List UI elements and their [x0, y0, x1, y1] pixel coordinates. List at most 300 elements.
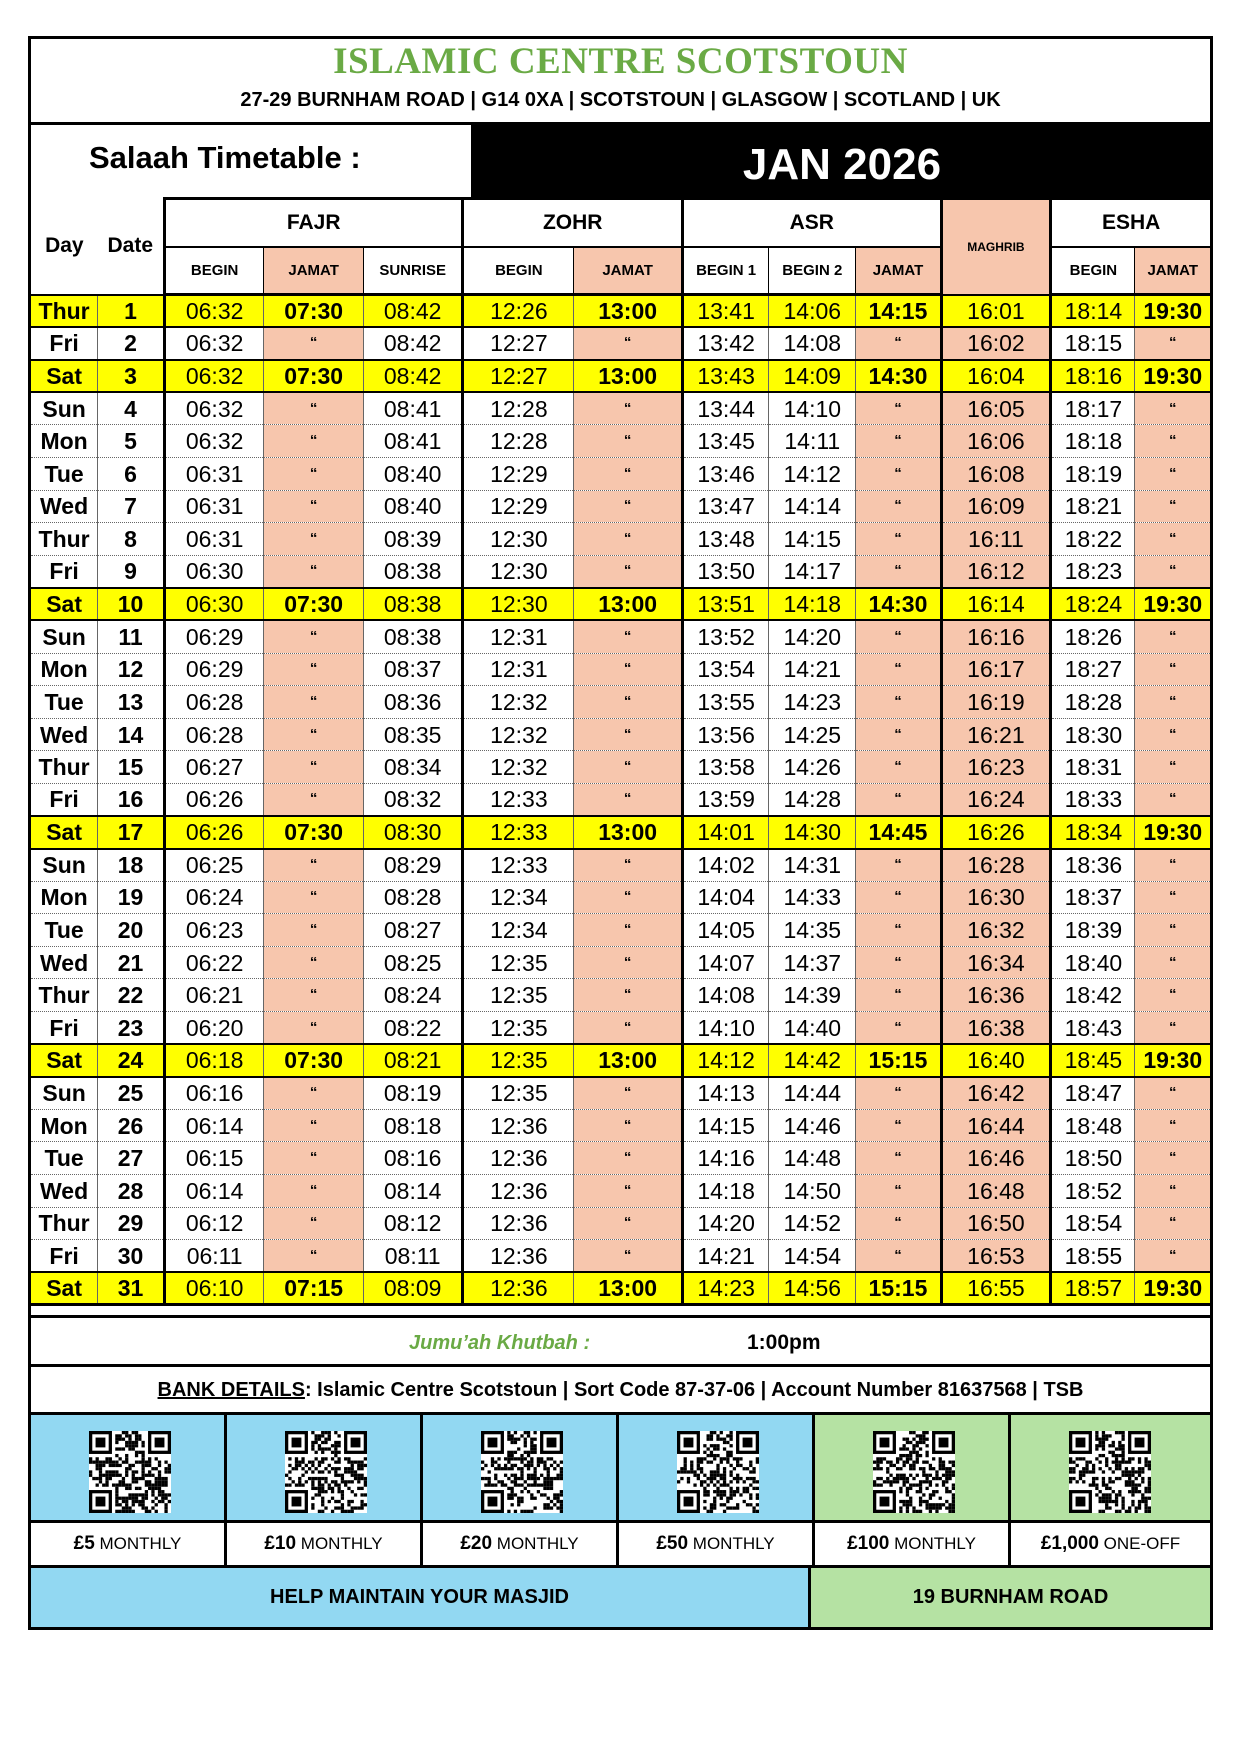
day-cell: Sat: [31, 360, 98, 393]
table-row: [31, 849, 1210, 882]
table-row: [31, 1109, 1210, 1142]
maghrib-cell: 16:34: [941, 946, 1051, 979]
zohr-begin-cell: 12:35: [463, 1044, 574, 1077]
table-row: [31, 914, 1210, 947]
asr-jamat-cell: 14:45: [856, 816, 941, 849]
day-cell: Sun: [31, 1077, 98, 1110]
maghrib-cell: 16:08: [941, 457, 1051, 490]
asr-begin2-cell: 14:23: [769, 686, 856, 719]
asr-jamat-cell: “: [856, 783, 941, 816]
fajr-begin-cell: 06:32: [164, 425, 264, 458]
table-row: [31, 686, 1210, 719]
maghrib-cell: 16:50: [941, 1207, 1051, 1240]
fajr-begin-cell: 06:15: [164, 1142, 264, 1175]
asr-begin2-cell: 14:56: [769, 1272, 856, 1305]
date-cell: 11: [98, 620, 165, 653]
asr-begin2-cell: 14:10: [769, 392, 856, 425]
sunrise-cell: 08:22: [363, 1012, 463, 1045]
date-cell: 22: [98, 979, 165, 1012]
fajr-jamat-cell: “: [264, 523, 364, 556]
esha-begin-cell: 18:45: [1051, 1044, 1135, 1077]
day-cell: Fri: [31, 327, 98, 360]
table-row: [31, 1207, 1210, 1240]
asr-jamat-cell: “: [856, 1240, 941, 1273]
qr-code-icon[interactable]: [873, 1431, 955, 1513]
zohr-jamat-cell: “: [574, 686, 683, 719]
zohr-begin-cell: 12:35: [463, 946, 574, 979]
asr-begin2-cell: 14:52: [769, 1207, 856, 1240]
day-cell: Thur: [31, 523, 98, 556]
zohr-begin-cell: 12:36: [463, 1109, 574, 1142]
day-cell: Mon: [31, 1109, 98, 1142]
table-row: [31, 360, 1210, 393]
date-cell: 18: [98, 849, 165, 882]
zohr-jamat-cell: 13:00: [574, 1272, 683, 1305]
sub-esha-jamat: JAMAT: [1135, 247, 1210, 295]
zohr-jamat-cell: 13:00: [574, 295, 683, 328]
col-fajr: FAJR: [164, 199, 463, 247]
maghrib-cell: 16:17: [941, 653, 1051, 686]
zohr-jamat-cell: “: [574, 783, 683, 816]
sunrise-cell: 08:16: [363, 1142, 463, 1175]
fajr-begin-cell: 06:32: [164, 327, 264, 360]
qr-code-icon[interactable]: [1069, 1431, 1151, 1513]
asr-begin2-cell: 14:42: [769, 1044, 856, 1077]
donation-option: [619, 1415, 815, 1565]
date-cell: 30: [98, 1240, 165, 1273]
day-cell: Wed: [31, 946, 98, 979]
timetable-sheet: [28, 36, 1213, 1630]
asr-jamat-cell: “: [856, 425, 941, 458]
asr-begin1-cell: 13:43: [683, 360, 769, 393]
date-cell: 8: [98, 523, 165, 556]
fajr-begin-cell: 06:20: [164, 1012, 264, 1045]
date-cell: 31: [98, 1272, 165, 1305]
zohr-begin-cell: 12:31: [463, 620, 574, 653]
asr-jamat-cell: “: [856, 1175, 941, 1208]
esha-jamat-cell: “: [1135, 718, 1210, 751]
table-row: [31, 653, 1210, 686]
fajr-begin-cell: 06:27: [164, 751, 264, 784]
zohr-jamat-cell: “: [574, 946, 683, 979]
zohr-jamat-cell: “: [574, 1109, 683, 1142]
asr-begin2-cell: 14:17: [769, 555, 856, 588]
day-cell: Fri: [31, 1240, 98, 1273]
maghrib-cell: 16:05: [941, 392, 1051, 425]
donation-option: [31, 1415, 227, 1565]
zohr-begin-cell: 12:32: [463, 751, 574, 784]
fajr-begin-cell: 06:31: [164, 457, 264, 490]
day-cell: Thur: [31, 295, 98, 328]
esha-jamat-cell: “: [1135, 1240, 1210, 1273]
date-cell: 10: [98, 588, 165, 621]
asr-jamat-cell: “: [856, 620, 941, 653]
table-row: [31, 1142, 1210, 1175]
qr-code-icon[interactable]: [677, 1431, 759, 1513]
fajr-jamat-cell: “: [264, 392, 364, 425]
zohr-jamat-cell: “: [574, 881, 683, 914]
asr-jamat-cell: “: [856, 1077, 941, 1110]
sub-esha-begin: BEGIN: [1051, 247, 1135, 295]
zohr-begin-cell: 12:29: [463, 457, 574, 490]
table-row: [31, 1077, 1210, 1110]
qr-panel: [31, 1415, 224, 1523]
asr-jamat-cell: “: [856, 653, 941, 686]
asr-begin2-cell: 14:40: [769, 1012, 856, 1045]
zohr-begin-cell: 12:33: [463, 849, 574, 882]
sub-zohr-begin: BEGIN: [463, 247, 574, 295]
fajr-jamat-cell: “: [264, 653, 364, 686]
esha-begin-cell: 18:33: [1051, 783, 1135, 816]
maghrib-cell: 16:28: [941, 849, 1051, 882]
asr-begin1-cell: 14:15: [683, 1109, 769, 1142]
fajr-begin-cell: 06:21: [164, 979, 264, 1012]
col-asr: ASR: [683, 199, 942, 247]
col-zohr: ZOHR: [463, 199, 683, 247]
zohr-begin-cell: 12:30: [463, 523, 574, 556]
donation-period: MONTHLY: [492, 1534, 579, 1553]
day-cell: Mon: [31, 653, 98, 686]
zohr-jamat-cell: “: [574, 490, 683, 523]
table-row: [31, 1272, 1210, 1305]
day-cell: Sun: [31, 620, 98, 653]
fajr-begin-cell: 06:31: [164, 523, 264, 556]
fajr-jamat-cell: 07:30: [264, 1044, 364, 1077]
centre-address: 27-29 BURNHAM ROAD | G14 0XA | SCOTSTOUN | GLASGOW | SCOTLAND | UK: [240, 89, 1001, 111]
zohr-begin-cell: 12:28: [463, 392, 574, 425]
fajr-jamat-cell: “: [264, 490, 364, 523]
esha-begin-cell: 18:48: [1051, 1109, 1135, 1142]
asr-begin2-cell: 14:48: [769, 1142, 856, 1175]
zohr-jamat-cell: “: [574, 1240, 683, 1273]
sub-fajr-begin: BEGIN: [164, 247, 264, 295]
table-row: [31, 588, 1210, 621]
asr-begin2-cell: 14:18: [769, 588, 856, 621]
sunrise-cell: 08:27: [363, 914, 463, 947]
col-date: Date: [107, 234, 154, 257]
esha-jamat-cell: “: [1135, 392, 1210, 425]
bank-details-text: : Islamic Centre Scotstoun | Sort Code 87-37-06 | Account Number 81637568 | TSB: [304, 1379, 1084, 1401]
fajr-begin-cell: 06:30: [164, 555, 264, 588]
sunrise-cell: 08:34: [363, 751, 463, 784]
month-banner: JAN 2026: [471, 125, 1210, 197]
zohr-jamat-cell: “: [574, 1175, 683, 1208]
date-cell: 16: [98, 783, 165, 816]
zohr-begin-cell: 12:34: [463, 914, 574, 947]
maghrib-cell: 16:14: [941, 588, 1051, 621]
zohr-jamat-cell: “: [574, 457, 683, 490]
qr-code-icon[interactable]: [89, 1431, 171, 1513]
asr-begin1-cell: 14:04: [683, 881, 769, 914]
asr-begin1-cell: 14:13: [683, 1077, 769, 1110]
table-row: [31, 490, 1210, 523]
sunrise-cell: 08:24: [363, 979, 463, 1012]
asr-jamat-cell: “: [856, 1207, 941, 1240]
zohr-jamat-cell: “: [574, 555, 683, 588]
header-row-groups: [31, 199, 1210, 247]
table-row: [31, 1044, 1210, 1077]
asr-begin1-cell: 13:46: [683, 457, 769, 490]
day-cell: Mon: [31, 425, 98, 458]
asr-begin1-cell: 14:05: [683, 914, 769, 947]
sunrise-cell: 08:25: [363, 946, 463, 979]
sunrise-cell: 08:09: [363, 1272, 463, 1305]
donation-period: ONE-OFF: [1098, 1534, 1181, 1553]
zohr-jamat-cell: “: [574, 1142, 683, 1175]
donation-option: [815, 1415, 1011, 1565]
footer-maintain-masjid: HELP MAINTAIN YOUR MASJID: [31, 1568, 811, 1627]
asr-jamat-cell: “: [856, 457, 941, 490]
sunrise-cell: 08:40: [363, 490, 463, 523]
sunrise-cell: 08:39: [363, 523, 463, 556]
esha-jamat-cell: “: [1135, 1109, 1210, 1142]
donation-period: MONTHLY: [296, 1534, 383, 1553]
asr-begin2-cell: 14:08: [769, 327, 856, 360]
esha-jamat-cell: “: [1135, 751, 1210, 784]
date-cell: 25: [98, 1077, 165, 1110]
date-cell: 2: [98, 327, 165, 360]
esha-begin-cell: 18:24: [1051, 588, 1135, 621]
esha-jamat-cell: “: [1135, 914, 1210, 947]
day-cell: Sat: [31, 1272, 98, 1305]
asr-begin1-cell: 13:58: [683, 751, 769, 784]
zohr-begin-cell: 12:33: [463, 816, 574, 849]
asr-begin1-cell: 13:59: [683, 783, 769, 816]
zohr-begin-cell: 12:27: [463, 327, 574, 360]
sunrise-cell: 08:38: [363, 555, 463, 588]
day-cell: Tue: [31, 686, 98, 719]
sunrise-cell: 08:38: [363, 588, 463, 621]
sunrise-cell: 08:42: [363, 360, 463, 393]
asr-jamat-cell: 15:15: [856, 1044, 941, 1077]
asr-begin2-cell: 14:28: [769, 783, 856, 816]
fajr-begin-cell: 06:12: [164, 1207, 264, 1240]
day-cell: Sat: [31, 588, 98, 621]
esha-begin-cell: 18:36: [1051, 849, 1135, 882]
asr-jamat-cell: “: [856, 1142, 941, 1175]
asr-begin2-cell: 14:30: [769, 816, 856, 849]
qr-code-icon[interactable]: [481, 1431, 563, 1513]
sunrise-cell: 08:36: [363, 686, 463, 719]
esha-jamat-cell: “: [1135, 490, 1210, 523]
asr-begin2-cell: 14:12: [769, 457, 856, 490]
esha-begin-cell: 18:28: [1051, 686, 1135, 719]
sunrise-cell: 08:42: [363, 327, 463, 360]
sunrise-cell: 08:32: [363, 783, 463, 816]
esha-jamat-cell: “: [1135, 523, 1210, 556]
day-cell: Mon: [31, 881, 98, 914]
zohr-jamat-cell: “: [574, 425, 683, 458]
fajr-jamat-cell: 07:30: [264, 588, 364, 621]
fajr-jamat-cell: “: [264, 620, 364, 653]
fajr-begin-cell: 06:30: [164, 588, 264, 621]
maghrib-cell: 16:46: [941, 1142, 1051, 1175]
fajr-jamat-cell: “: [264, 1142, 364, 1175]
asr-begin1-cell: 13:51: [683, 588, 769, 621]
day-cell: Tue: [31, 914, 98, 947]
maghrib-cell: 16:55: [941, 1272, 1051, 1305]
esha-jamat-cell: 19:30: [1135, 588, 1210, 621]
maghrib-cell: 16:32: [941, 914, 1051, 947]
fajr-begin-cell: 06:29: [164, 620, 264, 653]
day-cell: Sun: [31, 849, 98, 882]
timetable-label: Salaah Timetable :: [89, 140, 361, 175]
day-cell: Tue: [31, 457, 98, 490]
maghrib-cell: 16:21: [941, 718, 1051, 751]
sunrise-cell: 08:19: [363, 1077, 463, 1110]
esha-begin-cell: 18:42: [1051, 979, 1135, 1012]
asr-jamat-cell: “: [856, 392, 941, 425]
footer-address: 19 BURNHAM ROAD: [811, 1568, 1210, 1627]
maghrib-cell: 16:24: [941, 783, 1051, 816]
esha-begin-cell: 18:40: [1051, 946, 1135, 979]
fajr-begin-cell: 06:29: [164, 653, 264, 686]
asr-begin1-cell: 14:23: [683, 1272, 769, 1305]
maghrib-cell: 16:53: [941, 1240, 1051, 1273]
donation-amount: £50: [656, 1533, 689, 1554]
esha-jamat-cell: “: [1135, 327, 1210, 360]
date-cell: 17: [98, 816, 165, 849]
zohr-jamat-cell: “: [574, 327, 683, 360]
col-day: Day: [45, 234, 84, 257]
title-row: [31, 125, 1210, 197]
maghrib-cell: 16:19: [941, 686, 1051, 719]
fajr-jamat-cell: 07:30: [264, 360, 364, 393]
donation-label: [619, 1523, 812, 1565]
sunrise-cell: 08:37: [363, 653, 463, 686]
sunrise-cell: 08:29: [363, 849, 463, 882]
donation-label: [227, 1523, 420, 1565]
esha-begin-cell: 18:21: [1051, 490, 1135, 523]
asr-jamat-cell: “: [856, 849, 941, 882]
zohr-jamat-cell: “: [574, 523, 683, 556]
qr-panel: [227, 1415, 420, 1523]
esha-jamat-cell: “: [1135, 783, 1210, 816]
table-row: [31, 327, 1210, 360]
asr-begin2-cell: 14:35: [769, 914, 856, 947]
zohr-begin-cell: 12:30: [463, 555, 574, 588]
maghrib-cell: 16:16: [941, 620, 1051, 653]
jumuah-label: Jumu’ah Khutbah :: [409, 1332, 591, 1354]
zohr-begin-cell: 12:34: [463, 881, 574, 914]
esha-begin-cell: 18:55: [1051, 1240, 1135, 1273]
sunrise-cell: 08:11: [363, 1240, 463, 1273]
zohr-begin-cell: 12:36: [463, 1240, 574, 1273]
fajr-begin-cell: 06:14: [164, 1109, 264, 1142]
maghrib-cell: 16:36: [941, 979, 1051, 1012]
fajr-jamat-cell: “: [264, 1109, 364, 1142]
maghrib-cell: 16:38: [941, 1012, 1051, 1045]
date-cell: 12: [98, 653, 165, 686]
sub-fajr-jamat: JAMAT: [264, 247, 364, 295]
esha-jamat-cell: 19:30: [1135, 1044, 1210, 1077]
asr-begin2-cell: 14:44: [769, 1077, 856, 1110]
esha-jamat-cell: “: [1135, 849, 1210, 882]
zohr-begin-cell: 12:36: [463, 1207, 574, 1240]
donation-label: [31, 1523, 224, 1565]
date-cell: 27: [98, 1142, 165, 1175]
asr-begin2-cell: 14:21: [769, 653, 856, 686]
esha-jamat-cell: “: [1135, 946, 1210, 979]
zohr-begin-cell: 12:30: [463, 588, 574, 621]
asr-begin1-cell: 14:12: [683, 1044, 769, 1077]
fajr-begin-cell: 06:31: [164, 490, 264, 523]
esha-begin-cell: 18:47: [1051, 1077, 1135, 1110]
esha-jamat-cell: “: [1135, 555, 1210, 588]
day-cell: Wed: [31, 1175, 98, 1208]
esha-jamat-cell: 19:30: [1135, 1272, 1210, 1305]
fajr-jamat-cell: “: [264, 1012, 364, 1045]
asr-begin2-cell: 14:39: [769, 979, 856, 1012]
date-cell: 20: [98, 914, 165, 947]
sunrise-cell: 08:12: [363, 1207, 463, 1240]
esha-begin-cell: 18:18: [1051, 425, 1135, 458]
esha-jamat-cell: “: [1135, 1175, 1210, 1208]
date-cell: 24: [98, 1044, 165, 1077]
fajr-jamat-cell: “: [264, 946, 364, 979]
table-row: [31, 751, 1210, 784]
asr-begin1-cell: 13:52: [683, 620, 769, 653]
asr-begin1-cell: 13:55: [683, 686, 769, 719]
esha-jamat-cell: “: [1135, 1207, 1210, 1240]
sunrise-cell: 08:21: [363, 1044, 463, 1077]
col-esha: ESHA: [1051, 199, 1210, 247]
table-row: [31, 555, 1210, 588]
asr-jamat-cell: 14:15: [856, 295, 941, 328]
maghrib-cell: 16:40: [941, 1044, 1051, 1077]
table-row: [31, 620, 1210, 653]
maghrib-cell: 16:48: [941, 1175, 1051, 1208]
fajr-begin-cell: 06:22: [164, 946, 264, 979]
table-row: [31, 1240, 1210, 1273]
maghrib-cell: 16:23: [941, 751, 1051, 784]
sunrise-cell: 08:18: [363, 1109, 463, 1142]
zohr-jamat-cell: “: [574, 718, 683, 751]
date-cell: 9: [98, 555, 165, 588]
day-cell: Thur: [31, 979, 98, 1012]
fajr-jamat-cell: “: [264, 1175, 364, 1208]
esha-jamat-cell: “: [1135, 653, 1210, 686]
fajr-jamat-cell: “: [264, 979, 364, 1012]
asr-jamat-cell: “: [856, 490, 941, 523]
maghrib-cell: 16:11: [941, 523, 1051, 556]
asr-begin1-cell: 14:01: [683, 816, 769, 849]
donation-option: [227, 1415, 423, 1565]
asr-jamat-cell: “: [856, 1012, 941, 1045]
asr-jamat-cell: “: [856, 718, 941, 751]
asr-begin2-cell: 14:15: [769, 523, 856, 556]
zohr-begin-cell: 12:36: [463, 1175, 574, 1208]
fajr-jamat-cell: 07:15: [264, 1272, 364, 1305]
fajr-begin-cell: 06:11: [164, 1240, 264, 1273]
fajr-begin-cell: 06:10: [164, 1272, 264, 1305]
asr-begin1-cell: 14:20: [683, 1207, 769, 1240]
zohr-begin-cell: 12:26: [463, 295, 574, 328]
footer-row: [31, 1565, 1210, 1627]
donation-amount: £1,000: [1040, 1533, 1099, 1554]
esha-begin-cell: 18:15: [1051, 327, 1135, 360]
day-cell: Sat: [31, 816, 98, 849]
qr-code-icon[interactable]: [285, 1431, 367, 1513]
fajr-begin-cell: 06:32: [164, 392, 264, 425]
date-cell: 28: [98, 1175, 165, 1208]
asr-jamat-cell: “: [856, 327, 941, 360]
esha-jamat-cell: “: [1135, 620, 1210, 653]
esha-begin-cell: 18:17: [1051, 392, 1135, 425]
asr-begin2-cell: 14:11: [769, 425, 856, 458]
fajr-jamat-cell: “: [264, 425, 364, 458]
maghrib-cell: 16:26: [941, 816, 1051, 849]
